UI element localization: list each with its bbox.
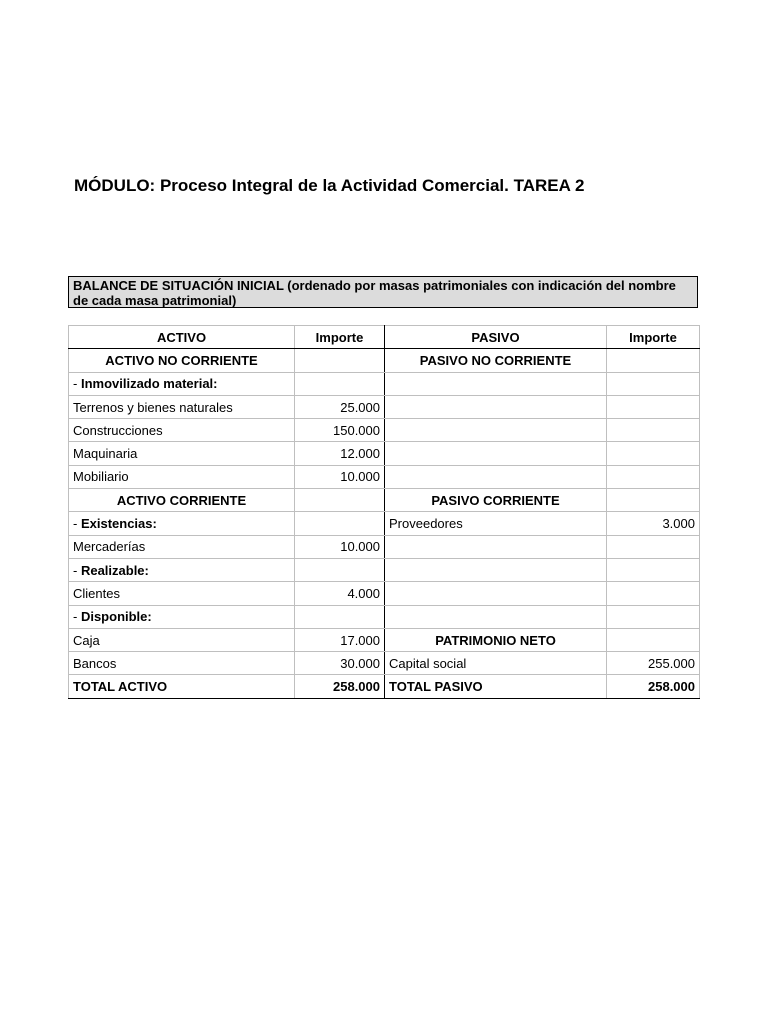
activo-label: Construcciones	[69, 419, 295, 442]
activo-value	[295, 372, 385, 395]
balance-banner	[68, 276, 698, 308]
section-pasivo-no-corriente: PASIVO NO CORRIENTE	[385, 349, 607, 372]
total-pasivo-value: 258.000	[607, 675, 700, 698]
section-pasivo-corriente: PASIVO CORRIENTE	[385, 489, 607, 512]
header-pasivo: PASIVO	[385, 326, 607, 349]
totals-row	[69, 675, 700, 698]
table-row	[69, 349, 700, 372]
pasivo-label	[385, 558, 607, 581]
banner-description: (ordenado por masas patrimoniales con indicación del nombre de cada masa patrimonial)	[73, 278, 676, 308]
pasivo-value	[607, 582, 700, 605]
banner-lead: BALANCE DE SITUACIÓN INICIAL	[73, 278, 284, 293]
activo-label: Caja	[69, 628, 295, 651]
subgroup-label: Disponible:	[80, 609, 152, 625]
activo-label: Maquinaria	[69, 442, 295, 465]
table-row	[69, 558, 700, 581]
table-row	[69, 465, 700, 488]
total-pasivo-label: TOTAL PASIVO	[385, 675, 607, 698]
header-activo: ACTIVO	[69, 326, 295, 349]
activo-value: 150.000	[295, 419, 385, 442]
balance-table	[68, 325, 700, 699]
table-row	[69, 395, 700, 418]
pasivo-label	[385, 465, 607, 488]
pasivo-value	[607, 605, 700, 628]
activo-label: Terrenos y bienes naturales	[69, 395, 295, 418]
table-row	[69, 652, 700, 675]
activo-label: Mercaderías	[69, 535, 295, 558]
pasivo-label: Proveedores	[385, 512, 607, 535]
activo-value: 4.000	[295, 582, 385, 605]
subgroup-prefix: -	[73, 609, 81, 625]
table-row	[69, 442, 700, 465]
activo-value: 12.000	[295, 442, 385, 465]
activo-label: Bancos	[69, 652, 295, 675]
pasivo-value	[607, 628, 700, 651]
section-activo-corriente: ACTIVO CORRIENTE	[69, 489, 295, 512]
pasivo-label	[385, 372, 607, 395]
table-row	[69, 535, 700, 558]
subgroup-label: Existencias:	[80, 516, 157, 532]
activo-value: 10.000	[295, 465, 385, 488]
pasivo-value	[607, 465, 700, 488]
pasivo-value	[607, 419, 700, 442]
table-row	[69, 582, 700, 605]
table-row	[69, 372, 700, 395]
subgroup-realizable	[69, 558, 295, 581]
activo-value	[295, 489, 385, 512]
subgroup-existencias	[69, 512, 295, 535]
activo-value	[295, 605, 385, 628]
section-activo-no-corriente: ACTIVO NO CORRIENTE	[69, 349, 295, 372]
pasivo-value: 255.000	[607, 652, 700, 675]
activo-value	[295, 512, 385, 535]
pasivo-label	[385, 419, 607, 442]
module-label: MÓDULO:	[74, 176, 156, 195]
pasivo-label	[385, 605, 607, 628]
subgroup-disponible	[69, 605, 295, 628]
subgroup-prefix: -	[73, 516, 81, 532]
pasivo-value: 3.000	[607, 512, 700, 535]
total-activo-label: TOTAL ACTIVO	[69, 675, 295, 698]
pasivo-value	[607, 558, 700, 581]
pasivo-value	[607, 349, 700, 372]
pasivo-value	[607, 535, 700, 558]
table-row	[69, 489, 700, 512]
pasivo-value	[607, 489, 700, 512]
subgroup-prefix: -	[73, 562, 81, 578]
table-row	[69, 628, 700, 651]
pasivo-value	[607, 395, 700, 418]
activo-value: 17.000	[295, 628, 385, 651]
pasivo-value	[607, 372, 700, 395]
pasivo-label	[385, 535, 607, 558]
subgroup-label: Inmovilizado material:	[80, 376, 218, 392]
pasivo-label	[385, 395, 607, 418]
subgroup-inmovilizado	[69, 372, 295, 395]
pasivo-label: Capital social	[385, 652, 607, 675]
activo-label: Mobiliario	[69, 465, 295, 488]
activo-value: 30.000	[295, 652, 385, 675]
pasivo-value	[607, 442, 700, 465]
table-row	[69, 512, 700, 535]
header-importe-activo: Importe	[295, 326, 385, 349]
table-header-row	[69, 326, 700, 349]
activo-value: 25.000	[295, 395, 385, 418]
header-importe-pasivo: Importe	[607, 326, 700, 349]
table-row	[69, 605, 700, 628]
subgroup-label: Realizable:	[80, 562, 149, 578]
section-patrimonio-neto: PATRIMONIO NETO	[385, 628, 607, 651]
module-title-text: Proceso Integral de la Actividad Comercial. TAREA 2	[155, 176, 585, 195]
activo-value: 10.000	[295, 535, 385, 558]
activo-label: Clientes	[69, 582, 295, 605]
activo-value	[295, 558, 385, 581]
document-title	[74, 176, 584, 196]
total-activo-value: 258.000	[295, 675, 385, 698]
pasivo-label	[385, 442, 607, 465]
subgroup-prefix: -	[73, 376, 81, 392]
activo-value	[295, 349, 385, 372]
table-row	[69, 419, 700, 442]
pasivo-label	[385, 582, 607, 605]
